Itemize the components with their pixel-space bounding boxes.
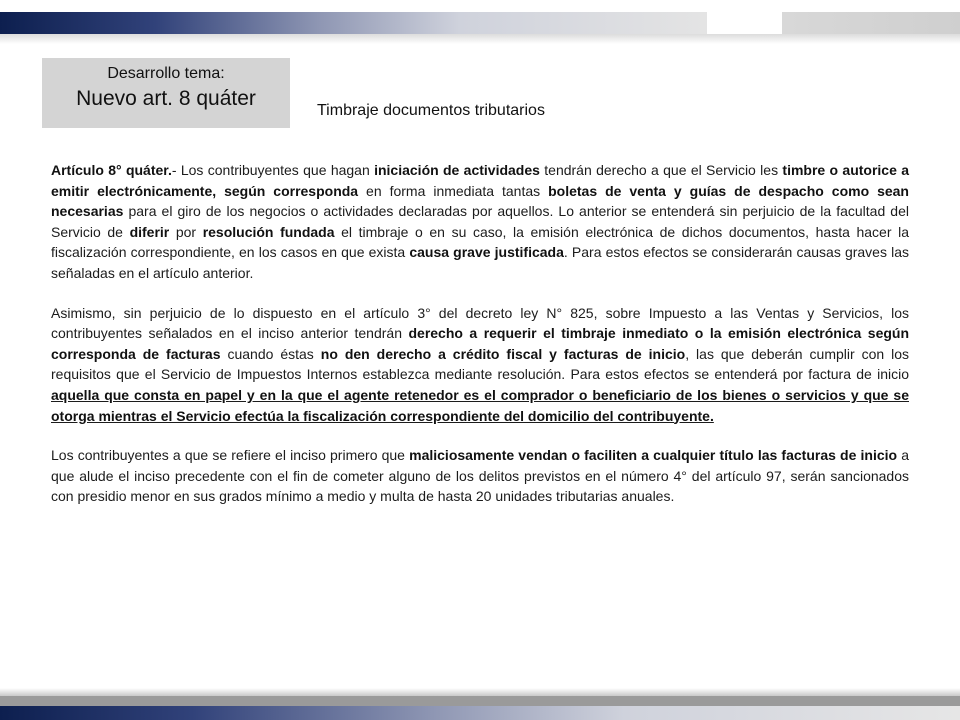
paragraph-3 <box>51 445 909 507</box>
paragraph-1 <box>51 160 909 284</box>
header-band <box>0 12 707 34</box>
body-text: . Para estos efectos se considerarán causas graves las señaladas en el artículo anterior. <box>51 244 909 281</box>
body-text: a que alude el inciso precedente con el fin de cometer alguno de los delitos previstos en el número 4° del artículo 97, serán sancionados con presidio menor en sus grados mínimo a medio y multa de hasta 20 unidades tributarias anuales. <box>51 447 910 505</box>
header-band-right <box>782 12 960 34</box>
body-text: tendrán derecho a que el Servicio les <box>539 162 783 178</box>
body-text: Asimismo, sin perjuicio de lo dispuesto en el artículo 3° del decreto ley N° 825, sobre Impuesto a las Ventas y Servicios, los contribuyentes señalados en el inciso anterior tendrán <box>51 304 909 342</box>
body-text: el timbraje o en su caso, la emisión electrónica de dichos documentos, hasta hacer la fiscalización correspondiente, en los casos en que exista <box>51 223 909 261</box>
body-text: cuando éstas <box>220 345 321 362</box>
footer-band <box>0 706 960 720</box>
emphasis-text: no den derecho a crédito fiscal y facturas de inicio <box>320 345 686 362</box>
topic-label: Desarrollo tema: <box>107 65 225 82</box>
body-text: Los contribuyentes a que se refiere el inciso primero que <box>51 447 410 464</box>
body-text: para el giro de los negocios o actividades declaradas por aquellos. Lo anterior se entenderá sin perjuicio de la facultad del Servicio de <box>51 203 909 240</box>
emphasis-text: boletas de venta y guías de despacho como sean necesarias <box>51 182 909 220</box>
emphasis-text: derecho a requerir el timbraje inmediato o la emisión electrónica según corresponda de facturas <box>51 325 910 362</box>
header-shadow <box>0 34 960 44</box>
emphasis-text: causa grave justificada <box>409 244 564 261</box>
footer-gray-band <box>0 696 960 706</box>
body-text: por <box>169 223 203 240</box>
footer-shadow <box>0 688 960 696</box>
body-text: , las que deberán cumplir con los requisitos que el Servicio de Impuestos Internos establezca mediante resolución. Para estos efectos se entenderá por factura de inicio <box>51 345 910 383</box>
emphasis-text: iniciación de actividades <box>374 162 540 178</box>
body-text: en forma inmediata tantas <box>358 182 549 199</box>
body-text: - Los contribuyentes que hagan <box>171 162 375 178</box>
emphasis-text: Artículo 8° quáter. <box>51 162 172 178</box>
topic-title: Nuevo art. 8 quáter <box>76 87 256 110</box>
emphasis-text: diferir <box>129 223 170 240</box>
paragraph-2 <box>51 303 909 427</box>
emphasis-text: timbre o autorice a emitir electrónicamente, según corresponda <box>51 162 909 199</box>
article-body <box>51 160 909 526</box>
emphasis-text: aquella que consta en papel y en la que el agente retenedor es el comprador o beneficiario de los bienes o servicios y que se otorga mientras el Servicio efectúa la fiscalización correspondiente del domicilio del contribuyente. <box>51 386 909 424</box>
emphasis-text: resolución fundada <box>202 223 335 240</box>
section-title: Timbraje documentos tributarios <box>317 102 545 119</box>
topic-box <box>42 58 290 128</box>
emphasis-text: maliciosamente vendan o faciliten a cualquier título las facturas de inicio <box>409 447 898 464</box>
